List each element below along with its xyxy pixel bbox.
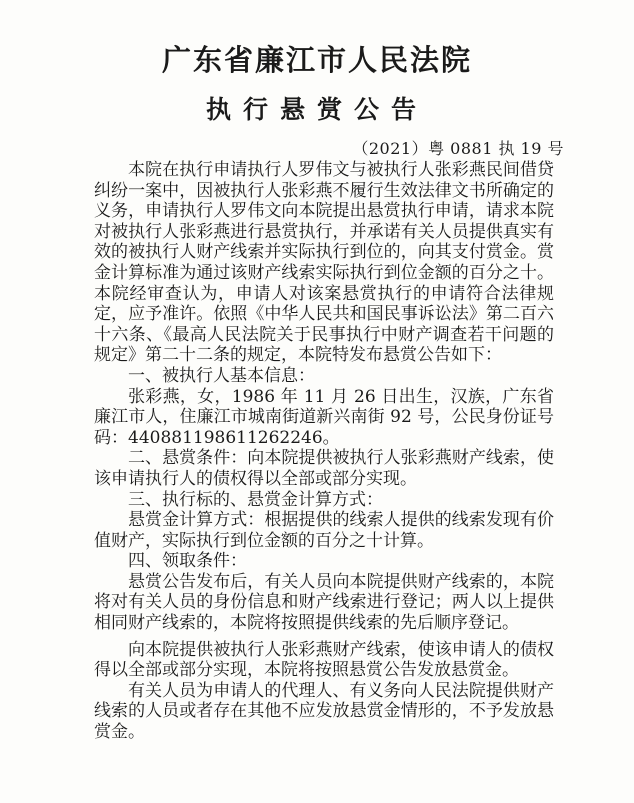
section3-heading: 三、执行标的、悬赏金计算方式： bbox=[128, 489, 383, 510]
reward-paragraph: 向本院提供被执行人张彩燕财产线索，使该申请人的债权得以全部或部分实现，本院将按照悬赏公告发放悬赏金。 bbox=[94, 639, 554, 681]
exclusion-paragraph: 有关人员为申请人的代理人、有义务向人民法院提供财产线索的人员或者存在其他不应发放悬赏金情形的，不予发放悬赏金。 bbox=[94, 680, 554, 743]
document-title: 执行悬赏公告 bbox=[205, 95, 428, 124]
notice-body bbox=[94, 160, 554, 743]
section1-content: 张彩燕，女，1986 年 11 月 26 日出生，汉族，广东省廉江市人，住廉江市城南街道新兴南街 92 号，公民身份证号码：440881198611262246。 bbox=[94, 386, 554, 448]
section3-content: 悬赏金计算方式：根据提供的线索人提供的线索发现有价值财产，实际执行到位金额的百分之十计算。 bbox=[94, 510, 554, 551]
section4-content: 悬赏公告发布后，有关人员向本院提供财产线索的，本院将对有关人员的身份信息和财产线索进行登记；两人以上提供相同财产线索的，本院将按照提供线索的先后顺序登记。 bbox=[94, 571, 554, 634]
section2-paragraph: 二、悬赏条件：向本院提供被执行人张彩燕财产线索，使该申请执行人的债权得以全部或部分实现。 bbox=[94, 448, 554, 489]
court-name: 广东省廉江市人民法院 bbox=[161, 43, 472, 77]
intro-paragraph: 本院在执行申请执行人罗伟文与被执行人张彩燕民间借贷纠纷一案中，因被执行人张彩燕不履行生效法律文书所确定的义务，申请执行人罗伟文向本院提出悬赏执行申请，请求本院对被执行人张彩燕进行悬赏执行，并承诺有关人员提供真实有效的被执行人财产线索并实际执行到位的，向其支付赏金。赏金计算标准为通过该财产线索实际执行到位金额的百分之十。本院经审查认为，申请人对该案悬赏执行的申请符合法律规定，应予准许。依照《中华人民共和国民事诉讼法》第二百六十六条、《最高人民法院关于民事执行中财产调查若干问题的规定》第二十二条的规定，本院特发布悬赏公告如下： bbox=[94, 160, 554, 366]
section4-heading: 四、领取条件： bbox=[128, 551, 247, 572]
section1-heading: 一、被执行人基本信息： bbox=[128, 365, 315, 386]
case-number: （2021）粤 0881 执 19 号 bbox=[352, 139, 564, 158]
